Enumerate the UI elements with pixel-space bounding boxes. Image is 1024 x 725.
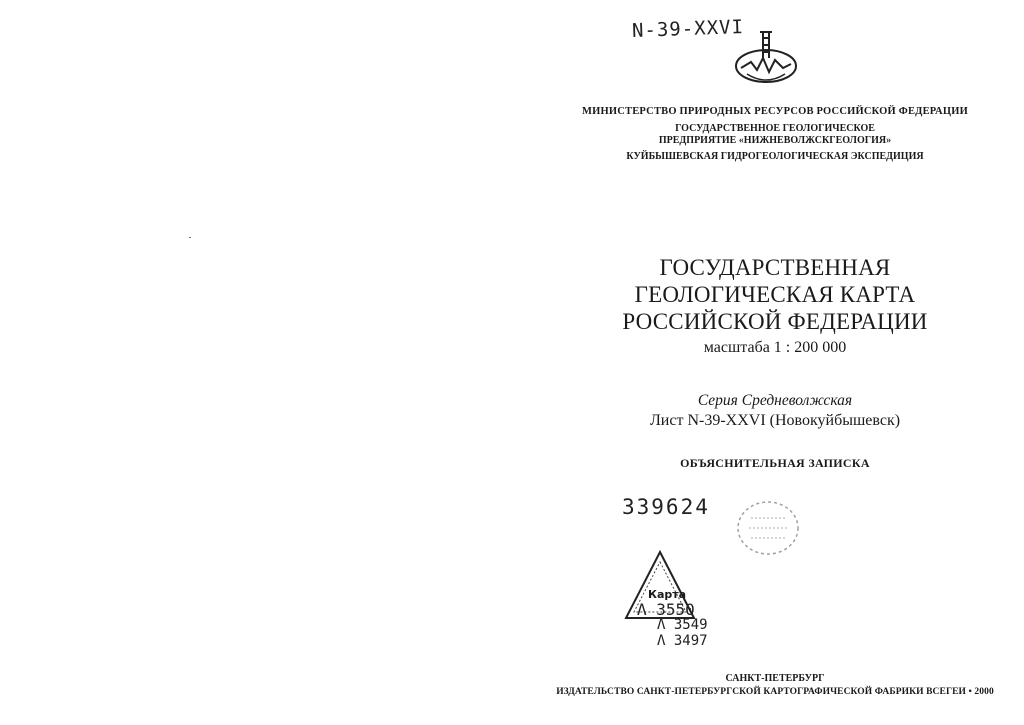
stamp-number-1: Λ 3550 [637,600,695,619]
title-line-3: РОССИЙСКОЙ ФЕДЕРАЦИИ [622,309,928,334]
stamp-label: Карта [648,588,687,601]
title-line-1: ГОСУДАРСТВЕННАЯ [659,255,891,280]
inventory-number: 339624 [622,495,710,519]
map-scale: масштаба 1 : 200 000 [703,339,847,356]
ministry-name: МИНИСТЕРСТВО ПРИРОДНЫХ РЕСУРСОВ РОССИЙСКОЙ ФЕДЕРАЦИИ [582,106,968,117]
title-line-2: ГЕОЛОГИЧЕСКАЯ КАРТА [634,282,916,307]
stamp-number-3: Λ 3497 [657,633,708,649]
expedition-name: КУЙБЫШЕВСКАЯ ГИДРОГЕОЛОГИЧЕСКАЯ ЭКСПЕДИЦИЯ [626,151,924,162]
stamp-number-2: Λ 3549 [657,617,708,633]
document-type: ОБЪЯСНИТЕЛЬНАЯ ЗАПИСКА [680,456,870,470]
publication-city: САНКТ-ПЕТЕРБУРГ [725,673,825,684]
scan-speck [189,237,191,238]
map-title [560,254,990,335]
publisher-line: ИЗДАТЕЛЬСТВО САНКТ-ПЕТЕРБУРГСКОЙ КАРТОГРАФИЧЕСКОЙ ФАБРИКИ ВСЕГЕИ • 2000 [556,687,994,697]
enterprise-line-2: ПРЕДПРИЯТИЕ «НИЖНЕВОЛЖСКГЕОЛОГИЯ» [658,135,892,146]
series-name: Серия Средневолжская [697,392,853,409]
enterprise-line-1: ГОСУДАРСТВЕННОЕ ГЕОЛОГИЧЕСКОЕ [675,123,875,134]
round-stamp-icon [733,496,803,560]
geology-logo-icon [733,28,799,88]
enterprise-name [560,123,990,147]
handwritten-sheet-code: N-39-XXVI [631,16,745,42]
sheet-name: Лист N-39-XXVI (Новокуйбышевск) [649,412,901,429]
